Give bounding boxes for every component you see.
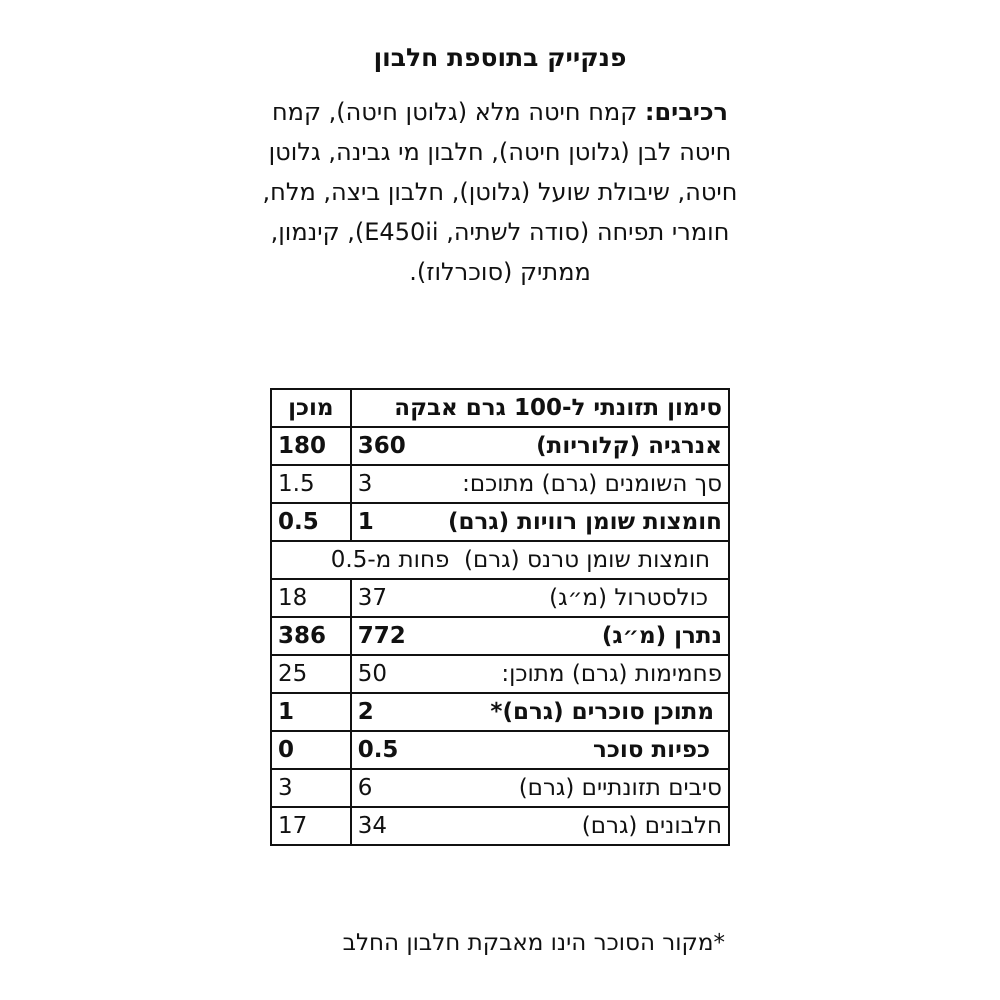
row-label-cell xyxy=(351,465,729,503)
row-label: פחמימות (גרם) מתוכן: xyxy=(501,661,722,687)
row-powder-value: 3 xyxy=(357,471,373,497)
sugar-footnote: *מקור הסוכר הינו מאבקת חלבון החלב xyxy=(342,930,725,956)
row-label-cell xyxy=(351,655,729,693)
row-label-cell xyxy=(351,807,729,845)
row-label-cell xyxy=(351,731,729,769)
table-header-row xyxy=(271,389,729,427)
row-label: נתרן (מ״ג) xyxy=(601,623,722,649)
row-prepared-value: 180 xyxy=(271,427,351,465)
row-prepared-value: 0 xyxy=(271,731,351,769)
table-row-sodium xyxy=(271,617,729,655)
row-label-cell xyxy=(351,579,729,617)
row-label: סך השומנים (גרם) מתוכם: xyxy=(462,471,722,497)
table-row-trans-fat xyxy=(271,541,729,579)
nutrition-table xyxy=(270,388,730,846)
row-label-cell xyxy=(351,617,729,655)
row-prepared-value: 1.5 xyxy=(271,465,351,503)
header-label: סימון תזונתי ל-100 גרם אבקה xyxy=(351,389,729,427)
row-prepared-value: 1 xyxy=(271,693,351,731)
row-label: כולסטרול (מ״ג) xyxy=(549,585,708,611)
row-label-cell xyxy=(351,769,729,807)
row-combined-value: פחות מ-0.5 xyxy=(330,547,450,573)
row-prepared-value: 386 xyxy=(271,617,351,655)
row-label: מתוכן סוכרים (גרם)* xyxy=(490,699,714,725)
row-label-cell xyxy=(351,693,729,731)
row-powder-value: 772 xyxy=(357,623,406,649)
row-powder-value: 37 xyxy=(357,585,387,611)
ingredients-text: קמח חיטה מלא (גלוטן חיטה), קמח חיטה לבן (גלוטן חיטה), חלבון מי גבינה, גלוטן חיטה, שיבולת שועל (גלוטן), חלבון ביצה, מלח, חומרי תפיחה (סודה לשתיה, E450ii), קינמון, ממתיק (סוכרלוז). xyxy=(262,98,738,286)
table-row-dietary-fiber xyxy=(271,769,729,807)
row-label-cell xyxy=(351,503,729,541)
row-label: כפיות סוכר xyxy=(593,737,710,763)
header-prepared: מוכן xyxy=(271,389,351,427)
row-powder-value: 360 xyxy=(357,433,406,459)
product-title: פנקייק בתוספת חלבון xyxy=(373,43,627,72)
ingredients-paragraph xyxy=(260,92,740,292)
row-powder-value: 1 xyxy=(357,509,374,535)
row-label-cell xyxy=(351,427,729,465)
table-row-sugars xyxy=(271,693,729,731)
row-label: סיבים תזונתיים (גרם) xyxy=(518,775,722,801)
row-prepared-value: 0.5 xyxy=(271,503,351,541)
row-powder-value: 6 xyxy=(357,775,373,801)
table-row-energy xyxy=(271,427,729,465)
table-row-carbohydrates xyxy=(271,655,729,693)
row-powder-value: 2 xyxy=(357,699,374,725)
row-prepared-value: 18 xyxy=(271,579,351,617)
table-row-saturated-fat xyxy=(271,503,729,541)
table-row-protein xyxy=(271,807,729,845)
row-label: חומצות שומן רוויות (גרם) xyxy=(447,509,722,535)
row-label: אנרגיה (קלוריות) xyxy=(536,433,722,459)
row-label-cell xyxy=(271,541,729,579)
row-powder-value: 0.5 xyxy=(357,737,399,763)
row-prepared-value: 17 xyxy=(271,807,351,845)
ingredients-label: רכיבים: xyxy=(644,98,728,126)
table-row-cholesterol xyxy=(271,579,729,617)
row-powder-value: 50 xyxy=(357,661,387,687)
row-prepared-value: 25 xyxy=(271,655,351,693)
row-label: חומצות שומן טרנס (גרם) xyxy=(463,547,710,573)
table-row-total-fat xyxy=(271,465,729,503)
row-prepared-value: 3 xyxy=(271,769,351,807)
row-label: חלבונים (גרם) xyxy=(581,813,722,839)
table-row-sugar-teaspoons xyxy=(271,731,729,769)
row-powder-value: 34 xyxy=(357,813,387,839)
